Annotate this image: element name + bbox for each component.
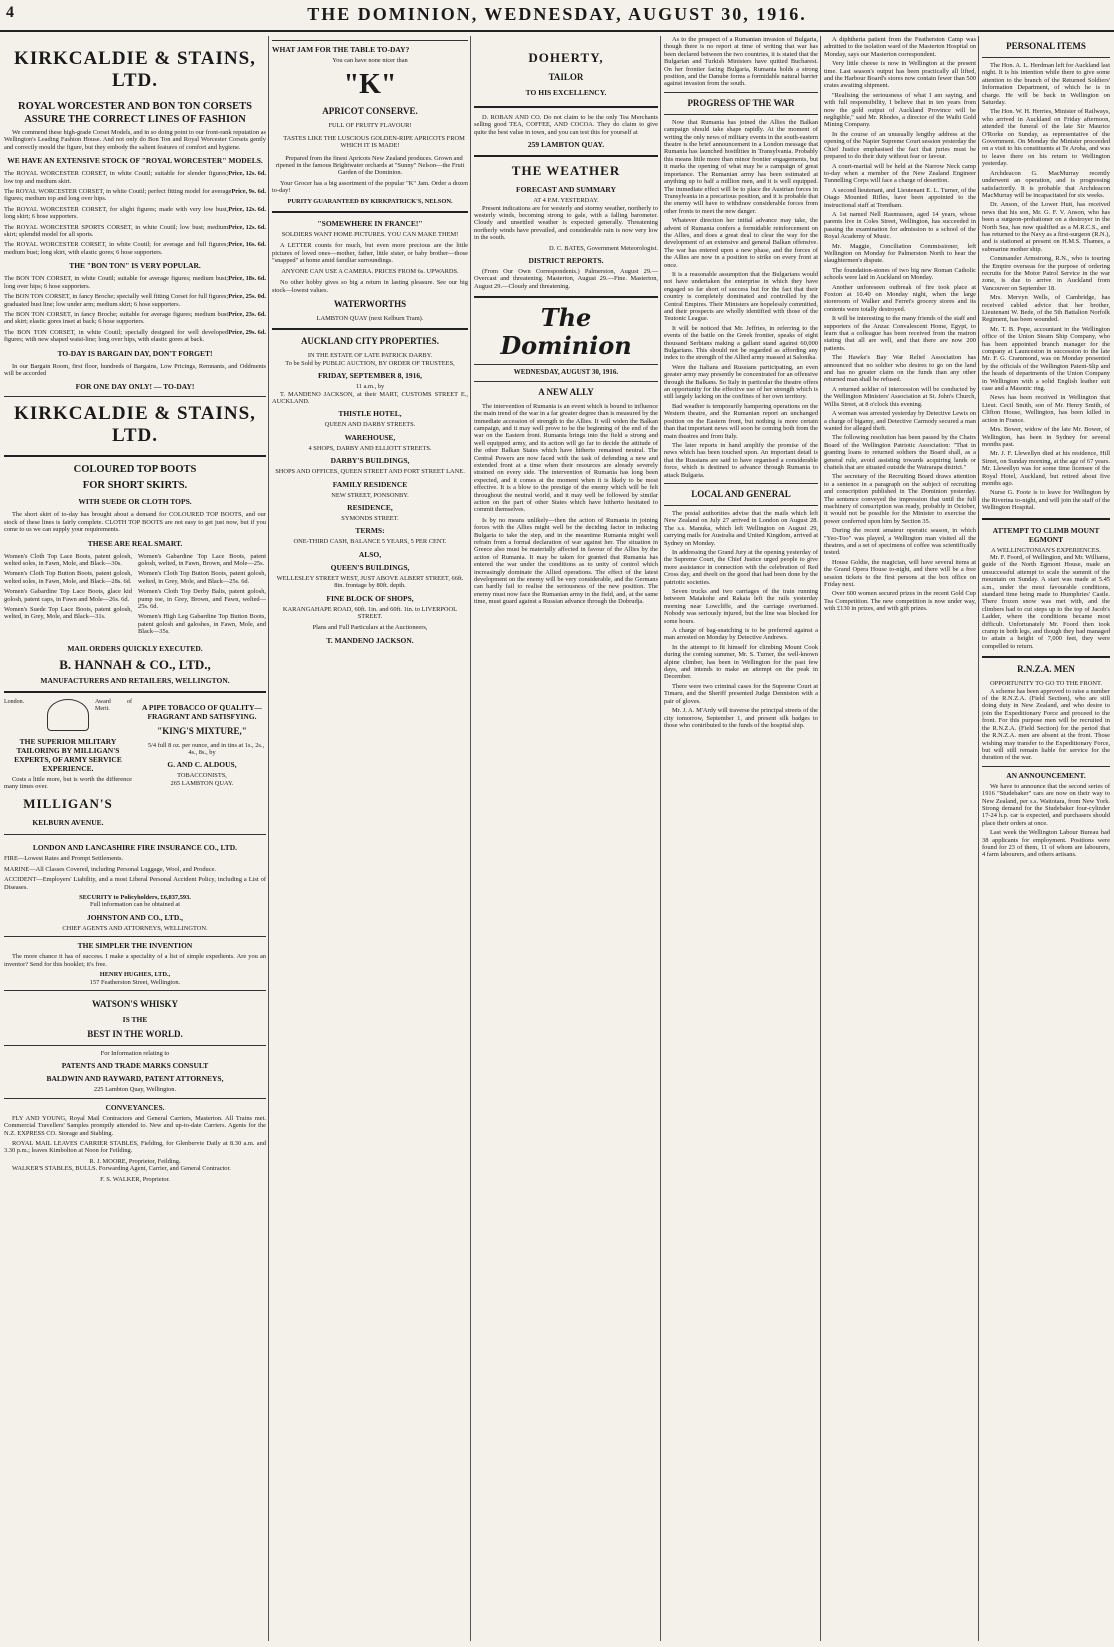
article-paragraph: In the attempt to fit himself for climbing Mount Cook during the coming summer, Mr. S. Turner, the well-known alpine climber, has been in Wellington for the past few days, and intends to make an attempt on the peak in December. xyxy=(664,643,818,681)
insurance-heading: LONDON AND LANCASHIRE FIRE INSURANCE CO., LTD. xyxy=(32,843,238,853)
new-ally-text: The intervention of Rumania is an event which is bound to influence the main trend of the war in a far greater degree than is measured by the immediate accession of strength to the Allies. It will widen the Balkan campaign, and it may well prove to be the beginning of the end of the war on the Eastern front. Rumania brings into the field a strong and well equipped army, and its action will go far to decide the attitude of the other Balkan States which have hitherto remained neutral. The Central Powers are now faced with the task of defending a new and extended front at a time when their resources are already severely strained on every side. The intervention of Rumania has long been expected, and it comes at the moment when it is likely to be most effective. It is a blow to the prestige of the enemy which will be felt throughout the neutral world, and it may well be followed by similar action on the part of other States which have hitherto hesitated to commit themselves. xyxy=(474,402,658,514)
article-paragraph: Mr. Maggie, Conciliation Commissioner, left Wellington on Monday for Palmerston North to hear the slaughtermen's dispute. xyxy=(824,242,976,265)
labour-text: Last week the Wellington Labour Bureau had 38 applicants for employment. Positions were found for 23 of them, 11 of whom are labourers, 4 farm labourers, and others artisans. xyxy=(982,829,1110,859)
list-item: Price, 12s. 6d. The ROYAL WORCESTER CORSET, for slight figures; made with very low bust, long skirt; 6 hose supporters. xyxy=(4,205,266,221)
list-item: Price, 9s. 6d. The ROYAL WORCESTER CORSET, in white Coutil; perfect fitting model for average figures; medium top and long over hips. xyxy=(4,188,266,203)
darbys-address: SHOPS AND OFFICES, QUEEN STREET AND FORT STREET LANE. xyxy=(275,468,465,476)
boots-heading: COLOURED TOP BOOTS xyxy=(73,464,197,476)
new-ally-heading: A NEW ALLY xyxy=(538,386,594,397)
terms-heading: TERMS: xyxy=(355,526,385,536)
sold-text: To be Sold by PUBLIC AUCTION, BY ORDER OF TRUSTEES, xyxy=(285,359,455,367)
mandeno-footer: T. MANDENO JACKSON. xyxy=(326,635,414,645)
list-item: Women's Cloth Top Button Boots, patent golosh, welted, in Grey, Mole, and Black—25s. 6d. xyxy=(138,570,266,585)
dominion-nameplate: The Dominion xyxy=(500,303,632,361)
district-text: (From Our Own Correspondents.) Palmerston, August 29.—Overcast and threatening. Masterton, August 29.—Fine. Masterton, August 29.—Cloudy and threatening. xyxy=(474,268,658,290)
list-item: Nurse G. Foote is to leave for Wellington by the Riverina to-night, and will join the staff of the Wellington Hospital. xyxy=(982,489,1110,512)
purity-text: PURITY GUARANTEED BY KIRKPATRICK'S, NELSON. xyxy=(287,197,453,205)
estate-text: IN THE ESTATE OF LATE PATRICK DARBY. xyxy=(307,352,433,360)
progress-heading: PROGRESS OF THE WAR xyxy=(687,97,795,108)
camera-text: ANYONE CAN USE A CAMERA. PRICES FROM 6s. UPWARDS. xyxy=(281,267,459,275)
auction-date: FRIDAY, SEPTEMBER 8, 1916, xyxy=(317,371,423,381)
list-item: Women's High Leg Gabardine Top Button Boots, patent golosh and galoshes, in Fawn, Mole, and Black—35s. xyxy=(138,613,266,636)
climb-subheading: A WELLINGTONIAN'S EXPERIENCES. xyxy=(991,546,1101,554)
local-heading: LOCAL AND GENERAL xyxy=(691,488,791,499)
list-item: Women's Cloth Top Derby Balts, patent golosh, pump toe, in Grey, Brown, and Fawn, welted—25s. 6d. xyxy=(138,588,266,610)
list-item: Commander Armstrong, R.N., who is touring the Empire overseas for the purpose of ordering recruits for the Motor Patrol Service in the war zone, is due to arrive in Auckland from Vancouver on September 18. xyxy=(982,255,1110,292)
bon-ton-heading: THE "BON TON" IS VERY POPULAR. xyxy=(69,261,201,271)
tastes-text: TASTES LIKE THE LUSCIOUS GOLDEN-RIPE APRICOTS FROM WHICH IT IS MADE! xyxy=(283,134,465,150)
climb-heading: ATTEMPT TO CLIMB MOUNT EGMONT xyxy=(992,525,1100,544)
list-item: MARINE—All Classes Covered, including Personal Luggage, Wool, and Produce. xyxy=(4,865,217,873)
warehouse-heading: WAREHOUSE, xyxy=(344,432,396,442)
moore-name: R. J. MOORE, Proprietor, Feilding. xyxy=(89,1157,181,1165)
article-paragraph: The postal authorities advise that the mails which left New Zealand on July 27 arrived in London on August 28. The s.s. Manuka, which left Wellington on August 29, carrying mails for Australia and United Kingdom, arrived at Sydney on Monday. xyxy=(664,509,818,547)
nzea-text: A scheme has been approved to raise a number of the R.N.Z.A. (Field Section), who are still doing duty in New Zealand, and who desire to join the Expeditionary Force and proceed to the front. For this purpose men will be recruited in the R.N.Z.A. (Field Section) for the period that the R.N.Z.A. men are absent at the front. Those wishing may transfer to the Expeditionary Force, but will still remain liable for service for the duration of the war. xyxy=(982,687,1110,762)
column-war-news xyxy=(664,36,818,1643)
watson-is-the: IS THE xyxy=(122,1014,148,1024)
article-paragraph: A charge of bag-snatching is to be preferred against a man arrested on Monday by Detective Andrews. xyxy=(664,627,818,642)
simpler-text: The more chance it has of success. I make a speciality of a list of simple expedients. Are you an inventor? Send for this booklet; it's free. xyxy=(4,953,266,968)
article-paragraph: A court-martial will be held at the Narrow Neck camp to-day when a member of the New Zealand Engineer Tunnelling Corps will face a charge of desertion. xyxy=(824,162,976,185)
list-item: Price, 23s. 6d. The BON TON CORSET, in fancy Broche; suitable for average figures; medium bust and skirt; elastic gores inset at back; 6 hose supporters. xyxy=(4,310,266,326)
dominion-date: WEDNESDAY, AUGUST 30, 1916. xyxy=(513,368,619,377)
list-item: The Hon. A. L. Herdman left for Auckland last night. It is his intention while there to give some attention to the branch of the Returned Soldiers' Information Department, of which he is in charge. He will be back in Wellington on Saturday. xyxy=(982,62,1110,107)
article-paragraph: The following resolution has been passed by the Chairs Board of the Wellington Patriotic Association: "That in granting loans to returned soldiers the Board shall, as a general rule, avoid assisting towards acquiring lands or chattels that are situated outside the Wairarapa district." xyxy=(824,434,976,471)
middle-left-subcolumn xyxy=(272,36,468,648)
kings-text: 5/4 full 8 oz. per ounce, and in tins at 1s., 2s., 4s., 8s., by xyxy=(147,741,265,757)
london-label: London. xyxy=(4,698,25,705)
residence-heading: RESIDENCE, xyxy=(347,502,393,512)
insurance-security: SECURITY to Policyholders, £6,837,593. xyxy=(79,894,191,902)
list-item: Women's Suede Top Lace Boots, patent golosh, welted, in Grey, Mole, and Black—31s. xyxy=(4,606,132,621)
list-item: Women's Cloth Top Button Boots, patent golosh, welted soles, in Fawn, Mole, and Black—28s. 6d. xyxy=(4,570,132,585)
waterworths-heading: WATERWORTHS xyxy=(333,298,407,309)
bargain-text: In our Bargain Room, first floor, hundreds of Bargains, Low Pricings, Remnants, and Oddments will be accorded xyxy=(4,362,266,377)
column-rule xyxy=(660,36,661,1641)
queens-address: WELLESLEY STREET WEST, JUST ABOVE ALBERT STREET, 66ft. 8in. frontage by 80ft. depth. xyxy=(276,574,464,590)
patents-info: For Information relating to xyxy=(100,1049,170,1057)
list-item: Price, 18s. 6d. The BON TON CORSET, in white Coutil; suitable for average figures; medium bust; long over hips; 6 hose supporters. xyxy=(4,275,266,290)
article-paragraph: The Hawke's Bay War Relief Association has announced that no soldier who desires to go on the land and has no greater claim on the funds than any other returned man shall be refused. xyxy=(824,354,976,384)
thistle-address: QUEEN AND DARBY STREETS. xyxy=(324,421,416,429)
article-paragraph: It is a reasonable assumption that the Bulgarians would not have undertaken the enterprise in which they have engaged so far short of success but for the fact that their country is completely dominated and controlled by the Central Empires. Their Ministers are hopelessly committed, and their prospects are wholly identified with those of the Teutonic League. xyxy=(664,270,818,323)
waterworths-address: LAMBTON QUAY (next Kelburn Tram). xyxy=(316,314,424,322)
tea-address: 259 LAMBTON QUAY. xyxy=(527,140,605,150)
johnston-sub: CHIEF AGENTS AND ATTORNEYS, WELLINGTON. xyxy=(62,924,208,932)
doherty-ad xyxy=(474,36,658,100)
article-paragraph: Very little cheese is now in Wellington at the present time. Last season's output has been practically all lifted, and the Harbour Board's stores now contain fewer than 500 crates awaiting shipment. xyxy=(824,60,976,90)
forecast-signature: D. C. BATES, Government Meteorologist. xyxy=(549,244,658,252)
tea-text: D. ROBAN AND CO. Do not claim to be the only Tea Merchants selling good TEA, COFFEE, AND COCOA. They do claim to give quite the best value in town, and you can test this for yourself at xyxy=(474,114,658,136)
tailor-text: Costs a little more, but is worth the difference many times over. xyxy=(4,775,132,791)
convey-text: FLY AND YOUNG, Royal Mail Contractors and General Carriers, Masterton. All Trains met. Commercial Travellers' Samples promptly attended to. New and up-to-date Carriers. Agents for the N.Z. EXPRESS CO. Storage and Stabling. xyxy=(4,1114,266,1137)
watson-heading: WATSON'S WHISKY xyxy=(92,998,178,1009)
column-rule xyxy=(820,36,821,1641)
announcement-text: We have to announce that the second series of 1916 "Studebaker" cars are now on their way to New Zealand, per s.s. Waitotara, from New York. Strong demand for the Studebaker four-cylinder 17-24 h.p. car is expected, and purchasers should place their orders at once. xyxy=(982,782,1110,827)
patents-heading: PATENTS AND TRADE MARKS CONSULT xyxy=(61,1061,209,1071)
fine-block-address: KARANGAHAPE ROAD, 60ft. 1in. and 60ft. 1in. to LIVERPOOL STREET. xyxy=(282,605,458,620)
list-item: Price, 25s. 0d. The BON TON CORSET, in fancy Broche; specially well fitting Corset for full figures; graduated bust line; low under arm; medium skirt; 6 hose supporters. xyxy=(4,293,266,308)
award-label: Award of Merit. xyxy=(95,698,132,712)
nzea-subheading: OPPORTUNITY TO GO TO THE FRONT. xyxy=(990,680,1102,688)
thistle-heading: THISTLE HOTEL, xyxy=(338,409,402,419)
list-item: Price, 16s. 6d. The ROYAL WORCESTER CORSET, in white Coutil; for average and full figures; medium bust; long skirt, with elastic gores; 6 hose supporters. xyxy=(4,241,266,256)
article-paragraph: As to the prospect of a Rumanian invasion of Bulgaria, though there is no report at time of writing that war has been declared between the two countries, it is stated that the Bulgarian and Turkish Ministers have quitted Bucharest. On her frontier facing Bulgaria, Rumania holds a strong position, and the Danube forms a formidable natural barrier against invasion from the south. xyxy=(664,36,818,88)
plans-text: Plans and Full Particulars at the Auctioneers, xyxy=(312,624,428,632)
baldwin-address: 225 Lambton Quay, Wellington. xyxy=(93,1086,177,1094)
list-item: Archdeacon G. MacMurray recently underwent an operation, and is progressing satisfactorily. It is probable that Archdeacon MacMurray will be incapacitated for six weeks. xyxy=(982,169,1110,199)
column-personal xyxy=(982,36,1110,1643)
article-paragraph: Bad weather is temporarily hampering operations on the Western theatre, and the Rumanian report an unchanged position on the Eastern front, but nothing is more certain than that important news will soon be coming both from the main theatres and from Italy. xyxy=(664,402,818,440)
queens-heading: QUEEN'S BUILDINGS, xyxy=(330,562,410,572)
auction-time: 11 a.m., by xyxy=(355,383,385,391)
jam-text: You can have none nicer than xyxy=(332,57,408,64)
somewhere-heading: "SOMEWHERE IN FRANCE!" xyxy=(317,219,423,229)
column-rule xyxy=(470,36,471,1641)
article-paragraph: Mr. J. A. M'Ardy will traverse the principal streets of the city tomorrow, September 1, and present silk badges to those who contributed to the funds of the hospital ship. xyxy=(664,707,818,729)
boots-list xyxy=(4,553,266,639)
royal-worcester-heading: WE HAVE AN EXTENSIVE STOCK OF "ROYAL WORCESTER" MODELS. xyxy=(7,156,263,166)
soldiers-text: SOLDIERS WANT HOME PICTURES. YOU CAN MAKE THEM! xyxy=(281,231,459,239)
family-heading: FAMILY RESIDENCE xyxy=(332,479,408,489)
article-paragraph: The later reports in hand amplify the promise of the news which has been touched upon. An important detail is that the Russians are said to have organised a considerable force, which is destined to advance through Rumania to attack Bulgaria. xyxy=(664,441,818,479)
article-paragraph: A diphtheria patient from the Featherston Camp was admitted to the isolation ward of the Masterton Hospital on Monday, says our Masterton correspondent. xyxy=(824,36,976,58)
walker-proprietor: F. S. WALKER, Proprietor. xyxy=(100,1175,170,1183)
grocer-text: Your Grocer has a big assortment of the popular "K" Jam. Order a dozen to-day! xyxy=(272,179,468,195)
prepared-text: Prepared from the finest Apricots New Zealand produces. Grown and ripened in the famous Brightwater orchards at "Sunny" Nelson—the Fruit Garden of the Dominion. xyxy=(275,154,465,177)
list-item: ACCIDENT—Employers' Liability, and a most Liberal Personal Accident Policy, including a List of Diseases. xyxy=(4,876,266,891)
list-item: Women's Cloth Top Lace Boots, patent golosh, welted soles, in Fawn, Mole, and Black—30s. xyxy=(4,552,132,567)
letter-text: A LETTER counts for much, but even more precious are the little pictures of loved ones—mother, father, little sister, or baby brother—those "snapped" at home amid familiar surroundings. xyxy=(272,242,468,265)
pipe-heading: A PIPE TOBACCO OF QUALITY—FRAGRANT AND SATISFYING. xyxy=(142,702,262,721)
boots-intro: The short skirt of to-day has brought about a demand for COLOURED TOP BOOTS, and our stock of these lines is fairly complete. CLOTH TOP BOOTS are not easy to get just now, but if you come to us we can supply your requirements. xyxy=(4,511,266,534)
k-brand: "K" xyxy=(343,69,397,101)
article-paragraph: It will be interesting to the many friends of the staff and supporters of the Anzac Convalescent Home, Egypt, to learn that a colleague has been received from the matron stating that all are well, and that there are now 200 patients. xyxy=(824,315,976,352)
also-heading: ALSO, xyxy=(358,549,382,559)
excellency-label: TO HIS EXCELLENCY. xyxy=(525,88,607,97)
article-paragraph: The foundation-stones of two big new Roman Catholic schools were laid in Auckland on Monday. xyxy=(824,266,976,282)
royal-worcester-list xyxy=(4,170,266,256)
progress-text: Now that Rumania has joined the Allies the Balkan campaign should take shape rapidly. At the moment of writing the only news of military events in the south-eastern theatre is the brief announcement in a London message that Rumania has launched hostilities in Transylvania. Probably this means little more than minor frontier engagements, but it marks the opening of what may be a campaign of great importance. The Rumanian army has been estimated at anything up to half a million men, and it is well equipped. The immediate effect will be to place the Austrian forces in Transylvania in a precarious position, and it is probable that the enemy will have to withdraw considerable forces from other fronts to meet the new danger. xyxy=(664,118,818,215)
article-paragraph: Seven trucks and two carriages of the train running between Matakohe and Rakaia left the rails yesterday morning near Lowcliffe, and the carriage overturned. Nobody was seriously injured, but the line was blocked for some hours. xyxy=(664,588,818,625)
milligans-heading: MILLIGAN'S xyxy=(23,796,113,812)
jam-heading: WHAT JAM FOR THE TABLE TO-DAY? xyxy=(272,45,410,54)
tailor-and-tobacco xyxy=(4,699,266,831)
fine-block-heading: FINE BLOCK OF SHOPS, xyxy=(326,593,414,603)
list-item: Mr. J. F. Llewellyn died at his residence, Hill Street, on Sunday morning, at the age of 67 years. Mr. Llewellyn was for some time licensee of the Royal Hotel, Auckland, but retired about five months ago. xyxy=(982,450,1110,487)
boots-subheading: WITH SUEDE OR CLOTH TOPS. xyxy=(78,497,192,507)
aldous-name: G. AND C. ALDOUS, xyxy=(167,760,237,770)
list-item: Women's Gabardine Top Lace Boots, glace kid golosh, patent caps, in Fawn and Mole—26s. 6d. xyxy=(4,588,132,603)
corset-intro: We commend these high-grade Corset Models, and in so doing point to our front-rank reputation as Wellington's Leading Fashion House. And not only do Bon Ton and Royal Worcester Corsets gently and correctly mould the figure, but they embody the salient features of comfort and hygiene. xyxy=(4,129,266,151)
crest-icon xyxy=(47,699,89,731)
mandeno-text: T. MANDENO JACKSON, at their MART, CUSTOMS STREET E., AUCKLAND. xyxy=(272,390,468,405)
warehouse-address: 4 SHOPS, DARBY AND ELLIOTT STREETS. xyxy=(308,444,432,452)
terms-text: ONE-THIRD CASH, BALANCE 5 YEARS, 5 PER CENT. xyxy=(293,538,447,546)
hobby-text: No other hobby gives so big a return in lasting pleasure. See our big stock—lowest values. xyxy=(272,279,468,294)
bargain-heading: TO-DAY IS BARGAIN DAY, DON'T FORGET! xyxy=(57,348,213,358)
list-item: Mr. T. B. Pope, accountant in the Wellington office of the Union Steam Ship Company, who has been appointed branch manager for the company at Launceston in succession to the late Mr. F. G. Crammond, was on Monday presented by the officials of the Wellington Patent-Slip and the heads of departments of the Union Company in Wellington with a solid English leather suit case and a Masonic ring. xyxy=(982,325,1110,393)
hughes-address: 157 Featherston Street, Wellington. xyxy=(89,978,181,986)
aldous-sub: TOBACCONISTS, xyxy=(177,772,227,780)
article-paragraph: A woman was arrested yesterday by Detective Lewis on a charge of bigamy, and Detective Carmody secured a man wanted for alleged theft. xyxy=(824,410,976,432)
newspaper-title: THE DOMINION, WEDNESDAY, AUGUST 30, 1916. xyxy=(307,4,807,24)
mail-orders: MAIL ORDERS QUICKLY EXECUTED. xyxy=(67,643,203,653)
tailor-heading: THE SUPERIOR MILITARY TAILORING BY MILLIGAN'S EXPERTS, OF ARMY SERVICE EXPERIENCE. xyxy=(14,736,122,773)
list-item: The Hon. W. H. Herries, Minister of Railways, who arrived in Auckland on Friday afternoon, attended the funeral of the late Sir Maurice O'Rorke on Sunday, as representative of the Government. On Monday the Minister proceeded on a visit to his constituents at Te Aroha, and was to leave there on his return to Wellington yesterday. xyxy=(982,108,1110,168)
article-paragraph: Whatever direction her initial advance may take, the advent of Rumania confers a formidable reinforcement on the Allies, and does a great deal to clear the way for the development of an extensive and general Balkan offensive. The war has entered upon a new phase, and the forces of the Allies are now in a position to strike on every front at once. xyxy=(664,217,818,269)
johnston-name: JOHNSTON AND CO., LTD., xyxy=(86,912,184,922)
column-local-news xyxy=(824,36,976,1643)
walker-text: WALKER'S STABLES, BULLS. Forwarding Agent, Carrier, and General Contractor. xyxy=(12,1165,231,1173)
list-item: Dr. Anson, of the Lower Hutt, has received news that his son, Mr. G. F. V. Anson, who has been a surgeon-probationer on a destroyer in the North Sea, has now qualified as a M.R.C.S., and has returned to the Navy as a first-surgeon (R.N.), and is stationed at present on H.M.S. Thames, a submarine mother ship. xyxy=(982,201,1110,253)
hannah-subheading: MANUFACTURERS AND RETAILERS, WELLINGTON. xyxy=(40,675,230,685)
darbys-heading: DARBY'S BUILDINGS, xyxy=(330,456,410,466)
milligans-address: KELBURN AVENUE. xyxy=(32,818,104,828)
page-number: 4 xyxy=(6,4,14,21)
boots-heading-2: FOR SHORT SKIRTS. xyxy=(82,480,188,492)
real-smart-heading: THESE ARE REAL SMART. xyxy=(87,538,183,548)
baldwin-name: BALDWIN AND RAYWARD, PATENT ATTORNEYS, xyxy=(46,1074,224,1084)
column-advertisements-middle xyxy=(272,36,468,1643)
bon-ton-list xyxy=(4,275,266,343)
article-paragraph: Over 600 women secured prizes in the recent Gold Cup Tea Competition. The new competition is now under way, with £130 in prizes, and with gift prizes. xyxy=(824,590,976,613)
full-fruit: FULL OF FRUITY FLAVOUR! xyxy=(328,122,412,130)
climb-text: Mr. F. Foord, of Wellington, and Mr. Williams, guide of the North Egmont House, made an unsuccessful attempt to scale the summit of the mountain on Sunday. A start was made at 5.45 a.m., under the most favourable conditions, standard time being made to Humphries' Castle. There frozen snow was met with, and the climbers had to cut steps up to the top of Jacob's Ladder, where the conditions became most difficult. Unfortunately Mr. Foord then took cramp in both legs, and though they had managed to attain a height of 7,000 feet, they were compelled to return. xyxy=(982,553,1110,650)
announcement-heading: AN ANNOUNCEMENT. xyxy=(1006,770,1086,780)
conveyances-heading: CONVEYANCES. xyxy=(105,1102,165,1112)
article-paragraph: The secretary of the Recruiting Board draws attention to a sentence in a paragraph on the subject of recruiting and conscription published in The Dominion yesterday. The sentence conveyed the impression that until the full machinery of conscription was ready, probably in October, it would not be possible for the Minister to exercise the power conferred upon him by Section 35. xyxy=(824,473,976,525)
article-paragraph: In the course of an unusually lengthy address at the opening of the Napier Supreme Court session yesterday the Chief Justice emphasised the fact that juries must be prepared to do their duty without fear or favour. xyxy=(824,130,976,161)
aldous-address: 265 LAMBTON QUAY. xyxy=(170,779,234,787)
forecast-text: Present indications are for westerly and stormy weather, northerly to westerly winds, becoming strong to gale, with a falling barometer. Cloudy and unsettled weather is expected generally. Threatening northerly winds have prevailed, and considerable rain is now very low in the south. xyxy=(474,204,658,242)
residence-address: SYMONDS STREET. xyxy=(341,514,399,522)
kirkcaldie-heading-bottom: KIRKCALDIE & STAINS, LTD. xyxy=(14,403,256,447)
article-paragraph: Were the Italians and Russians participating, an even greater army may presently be concentrated for an offensive through the Balkans. So Italy in particular the theatre offers an opportunity for the effective use of her strength which is still largely lacking on the confines of her own territory. xyxy=(664,363,818,401)
list-item: Women's Gabardine Top Lace Boots, patent golosh, welted, in Fawn, Brown, and Mole—25s. xyxy=(138,552,266,567)
nzea-heading: R.N.Z.A. MEN xyxy=(1017,664,1075,675)
insurance-info: Full information can be obtained at xyxy=(90,901,180,909)
article-paragraph: In addressing the Grand Jury at the opening yesterday of the Supreme Court, the Chief Justice urged people to give more assistance in connection with the celebration of Red Cross day, and dwelt on the good that had been done by the patriotic societies. xyxy=(664,548,818,586)
apricot-heading: APRICOT CONSERVE. xyxy=(322,106,418,117)
forecast-time: AT 4 P.M. YESTERDAY. xyxy=(533,197,599,205)
forecast-heading: FORECAST AND SUMMARY xyxy=(515,185,617,195)
list-item: FIRE—Lowest Rates and Prompt Settlements. xyxy=(4,855,124,863)
personal-heading: PERSONAL ITEMS xyxy=(1006,41,1086,51)
masthead xyxy=(0,0,1114,32)
article-paragraph: During the recent amateur operatic season, in which "Yeo-Too" was played, a Wellington man visited all the theatres, and a set of specimens of coffee was scientifically tested. xyxy=(824,527,976,557)
article-paragraph: A 1st named Nell Rasmussen, aged 14 years, whose parents live in Coles Street, Wellington, has succeeded in passing the examination for admission to a school of the Royal Academy of Music. xyxy=(824,210,976,241)
weather-heading: THE WEATHER xyxy=(511,163,621,179)
column-rule xyxy=(978,36,979,1641)
column-rule xyxy=(268,36,269,1641)
article-paragraph: House Goldie, the magician, will have several items at the Grand Opera House to-night, and there will be a free session tickets to the first persons at the box office on Friday next. xyxy=(824,558,976,589)
article-paragraph: There were two criminal cases for the Supreme Court at Timaru, and the Sheriff presented Judge Denniston with a pair of gloves. xyxy=(664,682,818,705)
watson-best: BEST IN THE WORLD. xyxy=(87,1028,183,1039)
list-item: Price, 12s. 6d. The ROYAL WORCESTER SPORTS CORSET, in white Coutil; low bust; medium skirt; splendid model for all sports. xyxy=(4,223,266,239)
corset-headline: ROYAL WORCESTER AND BON TON CORSETS ASSURE THE CORRECT LINES OF FASHION xyxy=(18,101,252,125)
list-item: Mrs. Mervyn Wells, of Cambridge, has received cabled advice that her brother, Lieutenant W. Bede, of the 5th Battalion Norfolk Regiment, has been wounded. xyxy=(982,294,1110,324)
article-paragraph: It will be noticed that Mr. Jeffries, in referring to the events of the battle on the Greek frontier, speaks of eight thousand Serbians making a gallant stand against 60,000 Bulgarians. This should not be regarded as affording any index to the strength of the Allied army massed at Salonika. xyxy=(664,324,818,362)
new-ally-cont: Is by no means unlikely—then the action of Rumania in joining forces with the Allies might well be the deciding factor in inducing Bulgaria to take the step, and in the meantime Rumania might well refrain from a formal declaration of war against her. The situation in Greece also must be materially affected in favour of the Allies by the action of Rumania. It may be taken for granted that Rumania has entered the war under the conditions as to unity of control which increasingly dominate the Allied operations. The effect of the latest development on the enemy will be very considerable, and the Germans can hardly fail to realise the seriousness of the new position. The enemy must now face the Rumanian army in the field, and, at the same time, must guard against a Russian advance through the Dobrudja. xyxy=(474,516,658,606)
simpler-heading: THE SIMPLER THE INVENTION xyxy=(77,941,193,951)
article-paragraph: A returned soldier of intercession will be conducted by the Wellington Ministers' Association at St. John's Church, Willis Street, at 8 o'clock this evening. xyxy=(824,385,976,408)
kings-mixture: "KING'S MIXTURE," xyxy=(157,725,247,736)
one-day-only: FOR ONE DAY ONLY! — TO-DAY! xyxy=(75,382,195,392)
auckland-heading: AUCKLAND CITY PROPERTIES. xyxy=(300,336,440,347)
hannah-heading: B. HANNAH & CO., LTD., xyxy=(59,656,211,672)
kirkcaldie-heading-top: KIRKCALDIE & STAINS, LTD. xyxy=(14,48,256,91)
list-item: News has been received in Wellington that Lieut. Cecil Smith, son of Mr. Henry Smith, of Clifton House, Wellington, has been killed in action in France. xyxy=(982,394,1110,424)
list-item: Mrs. Bower, widow of the late Mr. Bower, of Wellington, has been in Sydney for several months past. xyxy=(982,426,1110,448)
column-advertisements-left xyxy=(4,36,266,1643)
article-paragraph: "Realising the seriousness of what I am saying, and with full responsibility, I believe that in ten years from now the gold output of Auckland Province will be negligible," said Mr. Rhodes, a director of the Waihi Gold Mining Company. xyxy=(824,91,976,129)
royal-mail-text: ROYAL MAIL LEAVES CARRIER STABLES, Fielding, for Glenbervie Daily at 8.30 a.m. and 3.30 p.m.; leaves Kimbolton at Noon for Feilding. xyxy=(4,1139,266,1155)
article-paragraph: A second lieutenant, and Lieutenant E. L. Turner, of the Otago Mounted Rifles, have been appointed to the instructional staff at Trentham. xyxy=(824,186,976,209)
column-editorial xyxy=(474,36,658,1643)
article-paragraph: Another unforeseen outbreak of fire took place at Foxton at 10.40 on Monday night, when the large storeroom of Walker and Ferret's grocery stores and its contents were totally destroyed. xyxy=(824,283,976,313)
family-address: NEW STREET, PONSONBY. xyxy=(331,491,409,499)
tailor-label: TAILOR xyxy=(548,72,584,82)
district-heading: DISTRICT REPORTS. xyxy=(528,256,604,266)
list-item: Price, 12s. 6d. The ROYAL WORCESTER CORSET, in white Coutil; suitable for slender figures; low top and medium skirt. xyxy=(4,170,266,185)
hughes-name: HENRY HUGHES, LTD., xyxy=(99,971,171,979)
list-item: Price, 29s. 6d. The BON TON CORSET, in white Coutil; specially designed for well developed figures; with new shaped waist-line; long over hips, with elastic gores at back. xyxy=(4,328,266,344)
doherty-heading: DOHERTY, xyxy=(528,50,604,65)
